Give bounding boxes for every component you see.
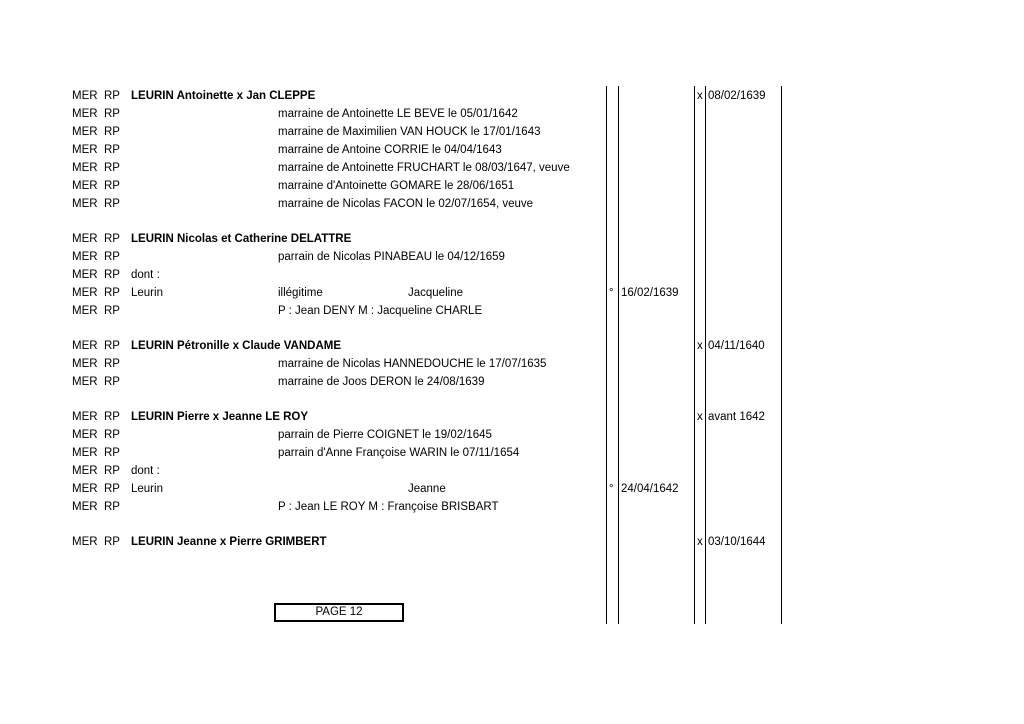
godparent-entry: marraine de Nicolas HANNEDOUCHE le 17/07/1635: [278, 358, 547, 370]
child-status: illégitime: [278, 287, 323, 299]
marriage-date: 03/10/1644: [708, 536, 766, 548]
register-code: RP: [104, 198, 120, 210]
register-code: RP: [104, 126, 120, 138]
source-code: MER: [72, 251, 98, 263]
godparents-entry: P : Jean LE ROY M : Françoise BRISBART: [278, 501, 499, 513]
godparents-entry: P : Jean DENY M : Jacqueline CHARLE: [278, 305, 483, 317]
source-code: MER: [72, 305, 98, 317]
child-surname: Leurin: [131, 483, 163, 495]
source-code: MER: [72, 198, 98, 210]
register-code: RP: [104, 251, 120, 263]
godparent-entry: parrain de Nicolas PINABEAU le 04/12/1659: [278, 251, 505, 263]
page-number-box: [274, 603, 404, 622]
register-code: RP: [104, 376, 120, 388]
register-code: RP: [104, 465, 120, 477]
source-code: MER: [72, 144, 98, 156]
register-code: RP: [104, 180, 120, 192]
register-code: RP: [104, 90, 120, 102]
child-firstname: Jacqueline: [408, 287, 463, 299]
source-code: MER: [72, 483, 98, 495]
table-row: [0, 426, 1024, 444]
source-code: MER: [72, 358, 98, 370]
register-code: RP: [104, 429, 120, 441]
source-code: MER: [72, 447, 98, 459]
register-code: RP: [104, 411, 120, 423]
child-surname: Leurin: [131, 287, 163, 299]
source-code: MER: [72, 108, 98, 120]
register-code: RP: [104, 305, 120, 317]
register-code: RP: [104, 501, 120, 513]
table-row: [0, 408, 1024, 426]
godparent-entry: marraine de Maximilien VAN HOUCK le 17/01/1643: [278, 126, 541, 138]
table-row: [0, 266, 1024, 284]
couple-name: LEURIN Pétronille x Claude VANDAME: [131, 340, 342, 352]
godparent-entry: parrain d'Anne Françoise WARIN le 07/11/1654: [278, 447, 520, 459]
table-row: [0, 444, 1024, 462]
marriage-date: 08/02/1639: [708, 90, 766, 102]
source-code: MER: [72, 162, 98, 174]
register-code: RP: [104, 269, 120, 281]
godparent-entry: parrain de Pierre COIGNET le 19/02/1645: [278, 429, 492, 441]
source-code: MER: [72, 90, 98, 102]
marriage-symbol: x: [697, 536, 703, 548]
table-row: [0, 248, 1024, 266]
source-code: MER: [72, 501, 98, 513]
source-code: MER: [72, 429, 98, 441]
godparent-entry: marraine de Nicolas FACON le 02/07/1654, veuve: [278, 198, 534, 210]
birth-symbol: °: [609, 287, 614, 299]
source-code: MER: [72, 340, 98, 352]
couple-name: LEURIN Antoinette x Jan CLEPPE: [131, 90, 316, 102]
table-row: [0, 373, 1024, 391]
register-code: RP: [104, 144, 120, 156]
children-label: dont :: [131, 465, 160, 477]
register-code: RP: [104, 483, 120, 495]
table-row: [0, 87, 1024, 105]
table-row: [0, 195, 1024, 213]
birth-date: 24/04/1642: [621, 483, 679, 495]
godparent-entry: marraine de Joos DERON le 24/08/1639: [278, 376, 485, 388]
source-code: MER: [72, 126, 98, 138]
birth-date: 16/02/1639: [621, 287, 679, 299]
couple-name: LEURIN Nicolas et Catherine DELATTRE: [131, 233, 352, 245]
marriage-symbol: x: [697, 411, 703, 423]
table-row: [0, 159, 1024, 177]
table-row: [0, 284, 1024, 302]
marriage-date: 04/11/1640: [708, 340, 765, 352]
table-row: [0, 123, 1024, 141]
register-code: RP: [104, 536, 120, 548]
register-code: RP: [104, 108, 120, 120]
source-code: MER: [72, 376, 98, 388]
source-code: MER: [72, 269, 98, 281]
table-row: [0, 533, 1024, 551]
child-firstname: Jeanne: [408, 483, 446, 495]
source-code: MER: [72, 465, 98, 477]
register-code: RP: [104, 340, 120, 352]
source-code: MER: [72, 287, 98, 299]
birth-symbol: °: [609, 483, 614, 495]
table-row: [0, 177, 1024, 195]
table-row: [0, 355, 1024, 373]
register-code: RP: [104, 358, 120, 370]
source-code: MER: [72, 536, 98, 548]
couple-name: LEURIN Jeanne x Pierre GRIMBERT: [131, 536, 327, 548]
page-number-label: PAGE 12: [315, 606, 363, 618]
godparent-entry: marraine de Antoinette FRUCHART le 08/03/1647, veuve: [278, 162, 570, 174]
table-row: [0, 302, 1024, 320]
table-row: [0, 498, 1024, 516]
register-code: RP: [104, 162, 120, 174]
marriage-symbol: x: [697, 90, 703, 102]
register-code: RP: [104, 447, 120, 459]
source-code: MER: [72, 180, 98, 192]
source-code: MER: [72, 411, 98, 423]
table-row: [0, 337, 1024, 355]
table-row: [0, 480, 1024, 498]
godparent-entry: marraine de Antoine CORRIE le 04/04/1643: [278, 144, 502, 156]
table-row: [0, 141, 1024, 159]
couple-name: LEURIN Pierre x Jeanne LE ROY: [131, 411, 309, 423]
table-row: [0, 230, 1024, 248]
children-label: dont :: [131, 269, 160, 281]
register-code: RP: [104, 287, 120, 299]
source-code: MER: [72, 233, 98, 245]
marriage-date: avant 1642: [708, 411, 765, 423]
marriage-symbol: x: [697, 340, 703, 352]
table-row: [0, 462, 1024, 480]
godparent-entry: marraine de Antoinette LE BEVE le 05/01/1642: [278, 108, 518, 120]
godparent-entry: marraine d'Antoinette GOMARE le 28/06/1651: [278, 180, 515, 192]
register-code: RP: [104, 233, 120, 245]
table-row: [0, 105, 1024, 123]
